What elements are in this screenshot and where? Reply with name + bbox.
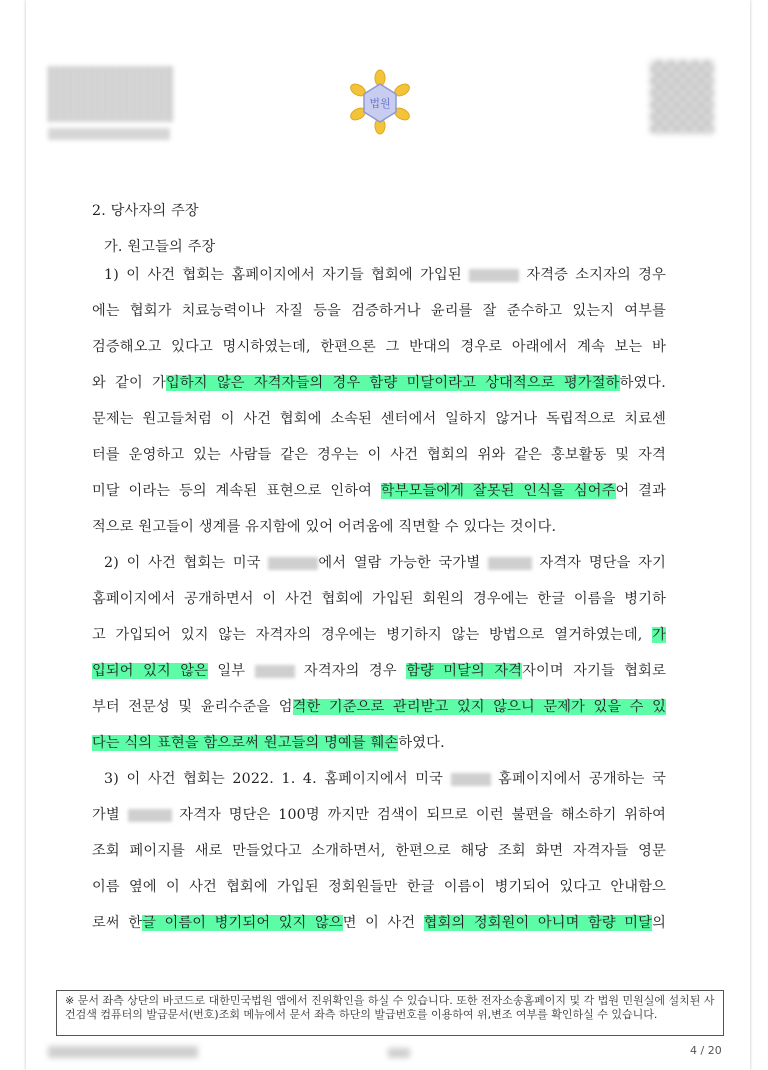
qr-code-image bbox=[650, 60, 714, 134]
body-line bbox=[104, 552, 666, 572]
body-line bbox=[92, 480, 666, 500]
text-segment: 면 이 사건 bbox=[342, 915, 424, 931]
subsection-heading: 가. 원고들의 주장 bbox=[104, 239, 216, 255]
body-line bbox=[92, 408, 666, 428]
body-line bbox=[92, 732, 445, 752]
highlighted-text: 함량 미달의 자격 bbox=[406, 663, 523, 679]
body-line bbox=[92, 336, 666, 356]
redacted-text bbox=[128, 809, 172, 822]
highlighted-text: 입되어 있지 않은 bbox=[92, 663, 209, 679]
text-segment: 조회 페이지를 새로 만들었다고 소개하면서, 한편으로 해당 조회 화면 자격자들 영문 bbox=[92, 843, 666, 859]
text-segment: 자격자 명단은 100명 까지만 검색이 되므로 이런 불편을 해소하기 위하여 bbox=[171, 807, 666, 823]
page-number: 4 / 20 bbox=[690, 1044, 722, 1057]
body-line bbox=[92, 876, 666, 896]
text-segment: 에는 협회가 치료능력이나 자질 등을 검증하거나 윤리를 잘 준수하고 있는지 여부를 bbox=[92, 303, 666, 319]
text-segment: 의 bbox=[652, 915, 666, 931]
text-segment: 1) 이 사건 협회는 홈페이지에서 자기들 협회에 가입된 bbox=[104, 267, 470, 283]
highlighted-text: 협회의 정회원이 아니며 함량 미달 bbox=[423, 915, 653, 931]
text-segment: 일부 bbox=[208, 663, 255, 679]
text-segment: 미달 이라는 등의 계속된 표현으로 인하여 bbox=[92, 483, 381, 499]
text-segment: 홈페이지에서 공개하면서 이 사건 협회에 가입된 회원의 경우에는 한글 이름을 병기하 bbox=[92, 591, 666, 607]
body-line bbox=[92, 804, 666, 824]
body-line bbox=[104, 768, 666, 788]
text-segment: 3) 이 사건 협회는 2022. 1. 4. 홈페이지에서 미국 bbox=[104, 771, 451, 787]
text-segment: 검증해오고 있다고 명시하였는데, 한편으론 그 반대의 경우로 아래에서 계속 보는 바 bbox=[92, 339, 666, 355]
text-segment: 부터 전문성 및 윤리수준을 엄 bbox=[92, 699, 293, 715]
text-segment: 문제는 원고들처럼 이 사건 협회에 소속된 센터에서 일하지 않거나 독립적으로 치료센 bbox=[92, 411, 666, 427]
text-segment: 이름 옆에 이 사건 협회에 가입된 정회원들만 한글 이름이 병기되어 있다고 안내함으 bbox=[92, 879, 666, 895]
redacted-text bbox=[488, 557, 532, 570]
redacted-text bbox=[469, 269, 519, 282]
text-segment: 에서 열람 가능한 국가별 bbox=[318, 555, 488, 571]
text-segment: 로써 한 bbox=[92, 915, 143, 931]
highlighted-text: 가 bbox=[652, 627, 666, 643]
redacted-text bbox=[255, 665, 295, 678]
text-segment: 자격자 명단을 자기 bbox=[531, 555, 666, 571]
issue-number-redacted bbox=[48, 128, 170, 140]
court-emblem-icon bbox=[344, 68, 416, 136]
verification-notice bbox=[56, 990, 724, 1036]
body-line bbox=[92, 516, 556, 536]
barcode-image bbox=[48, 66, 174, 122]
body-line bbox=[92, 624, 666, 644]
text-segment: 2) 이 사건 협회는 미국 bbox=[104, 555, 269, 571]
text-segment: 자이며 자기들 협회로 bbox=[522, 663, 666, 679]
text-segment: 와 같이 가 bbox=[92, 375, 166, 391]
highlighted-text: 입하지 않은 자격자들의 경우 함량 미달이라고 상대적으로 평가절하 bbox=[165, 375, 620, 391]
text-segment: 하였다. bbox=[619, 375, 666, 391]
highlighted-text: 글 이름이 병기되어 있지 않으 bbox=[142, 915, 343, 931]
text-segment: 홈페이지에서 공개하는 국 bbox=[490, 771, 666, 787]
footer-mark-redacted bbox=[388, 1048, 410, 1058]
text-segment: 고 가입되어 있지 않는 자격자의 경우에는 병기하지 않는 방법으로 열거하였는데, bbox=[92, 627, 653, 643]
body-line bbox=[104, 264, 666, 284]
body-line bbox=[92, 912, 666, 932]
text-segment: 자격증 소지자의 경우 bbox=[519, 267, 666, 283]
highlighted-text: 학부모들에게 잘못된 인식을 심어주 bbox=[380, 483, 616, 499]
text-segment: 가별 bbox=[92, 807, 128, 823]
issue-code-redacted bbox=[48, 1046, 198, 1058]
verification-notice-text: ※ 문서 좌측 상단의 바코드로 대한민국법원 앱에서 진위확인을 하실 수 있습니다. 또한 전자소송홈페이지 및 각 법원 민원실에 설치된 사건검색 컴퓨터의 발급문서(번호)조회 메뉴에서 문서 좌측 하단의 발급번호를 이용하여 위,변조 여부를 확인하실 수 있습니다. bbox=[65, 994, 715, 1021]
highlighted-text: 다는 식의 표현을 함으로써 원고들의 명예를 훼손 bbox=[92, 735, 399, 751]
text-segment: 어 결과 bbox=[615, 483, 666, 499]
body-line bbox=[92, 372, 666, 392]
redacted-text bbox=[451, 773, 491, 786]
section-heading: 2. 당사자의 주장 bbox=[92, 203, 199, 219]
text-segment: 하였다. bbox=[398, 735, 445, 751]
highlighted-text: 격한 기준으로 관리받고 있지 않으니 문제가 있을 수 있 bbox=[292, 699, 667, 715]
redacted-text bbox=[268, 557, 318, 570]
body-line bbox=[92, 696, 666, 716]
body-line bbox=[92, 300, 666, 320]
text-segment: 적으로 원고들이 생계를 유지함에 있어 어려움에 직면할 수 있다는 것이다. bbox=[92, 519, 557, 535]
emblem-label: 법원 bbox=[369, 97, 391, 110]
body-line bbox=[92, 660, 666, 680]
body-line bbox=[92, 840, 666, 860]
body-line bbox=[92, 444, 666, 464]
document-page bbox=[26, 0, 750, 1070]
text-segment: 터를 운영하고 있는 사람들 같은 경우는 이 사건 협회의 위와 같은 홍보활동 및 자격 bbox=[92, 447, 666, 463]
body-line bbox=[92, 588, 666, 608]
text-segment: 자격자의 경우 bbox=[294, 663, 407, 679]
